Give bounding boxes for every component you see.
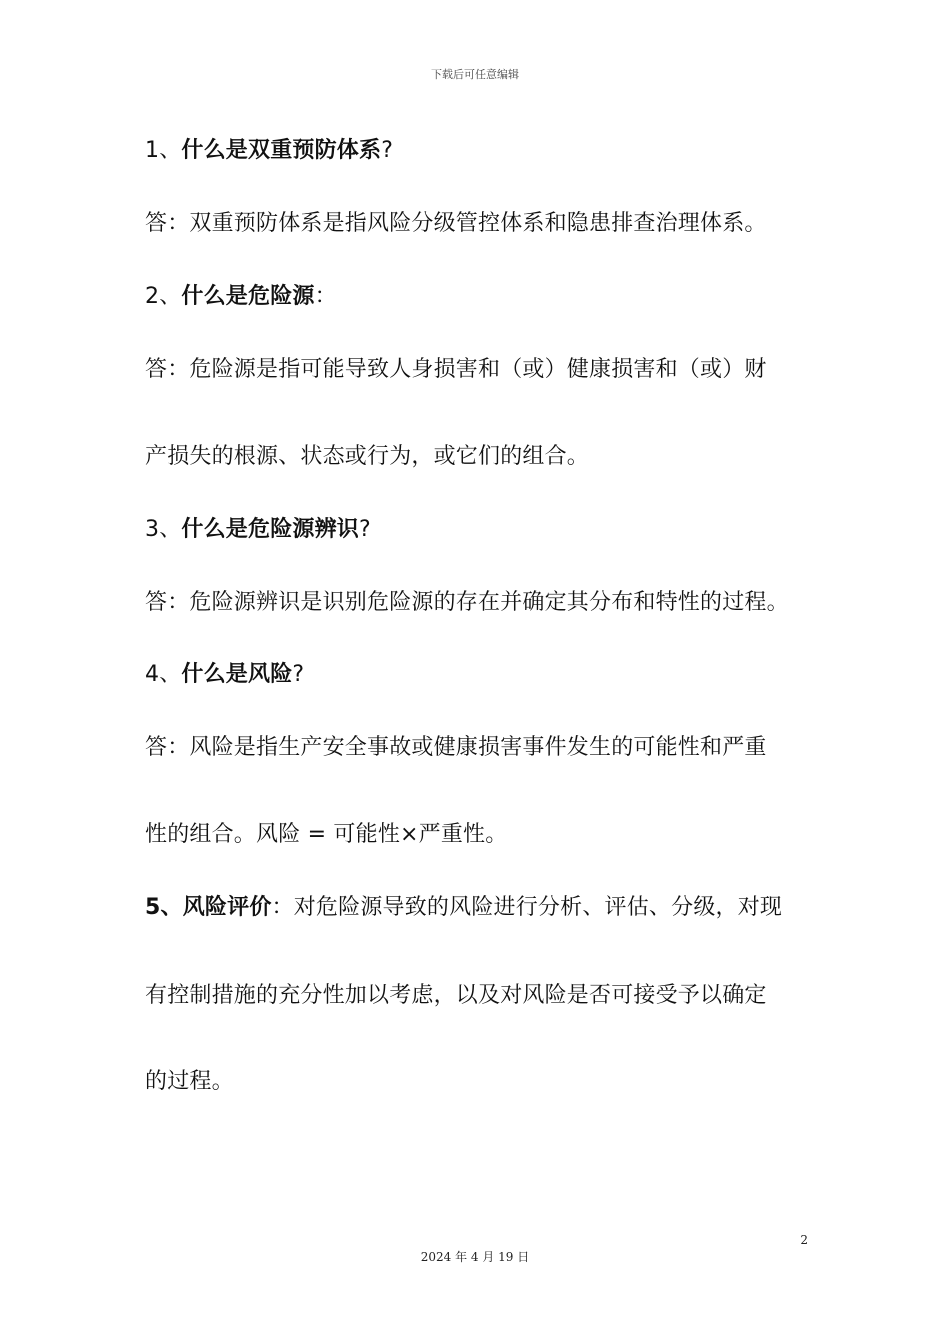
answer-2-line-2: 产损失的根源、状态或行为，或它们的组合。 [145, 444, 590, 469]
answer-2-line-1: 答：危险源是指可能导致人身损害和（或）健康损害和（或）财 [145, 357, 767, 382]
question-4 [145, 660, 810, 690]
question-1 [145, 136, 810, 166]
term-number: 5、 [145, 895, 183, 920]
question-number: 4、 [145, 662, 182, 687]
answer-4-line-2: 性的组合。风险 = 可能性×严重性。 [145, 822, 508, 847]
term-5-line-1 [145, 893, 810, 923]
question-number: 1、 [145, 138, 182, 163]
term-definition-start: ：对危险源导致的风险进行分析、评估、分级，对现 [271, 895, 783, 920]
answer-1-line-1: 答：双重预防体系是指风险分级管控体系和隐患排查治理体系。 [145, 211, 767, 236]
answer-4-line-1: 答：风险是指生产安全事故或健康损害事件发生的可能性和严重 [145, 735, 767, 760]
question-text: 什么是风险 [181, 662, 293, 687]
question-text: 什么是双重预防体系 [181, 138, 382, 163]
question-text: 什么是危险源 [181, 284, 315, 309]
term-title: 风险评价 [182, 895, 272, 920]
header-note: 下载后可任意编辑 [431, 68, 519, 81]
answer-3-line-1: 答：危险源辨识是识别危险源的存在并确定其分布和特性的过程。 [145, 590, 789, 615]
term-5-line-2: 有控制措施的充分性加以考虑，以及对风险是否可接受予以确定 [145, 983, 767, 1008]
question-2 [145, 282, 810, 312]
question-suffix: ? [292, 662, 305, 687]
question-suffix: ： [314, 284, 337, 309]
page-number: 2 [800, 1233, 808, 1247]
question-number: 2、 [145, 284, 182, 309]
question-number: 3、 [145, 517, 182, 542]
question-text: 什么是危险源辨识 [181, 517, 360, 542]
term-5-line-3: 的过程。 [145, 1069, 234, 1094]
question-3 [145, 515, 810, 545]
footer-date: 2024 年 4 月 19 日 [420, 1250, 530, 1264]
question-suffix: ? [359, 517, 371, 542]
question-suffix: ? [381, 138, 394, 163]
